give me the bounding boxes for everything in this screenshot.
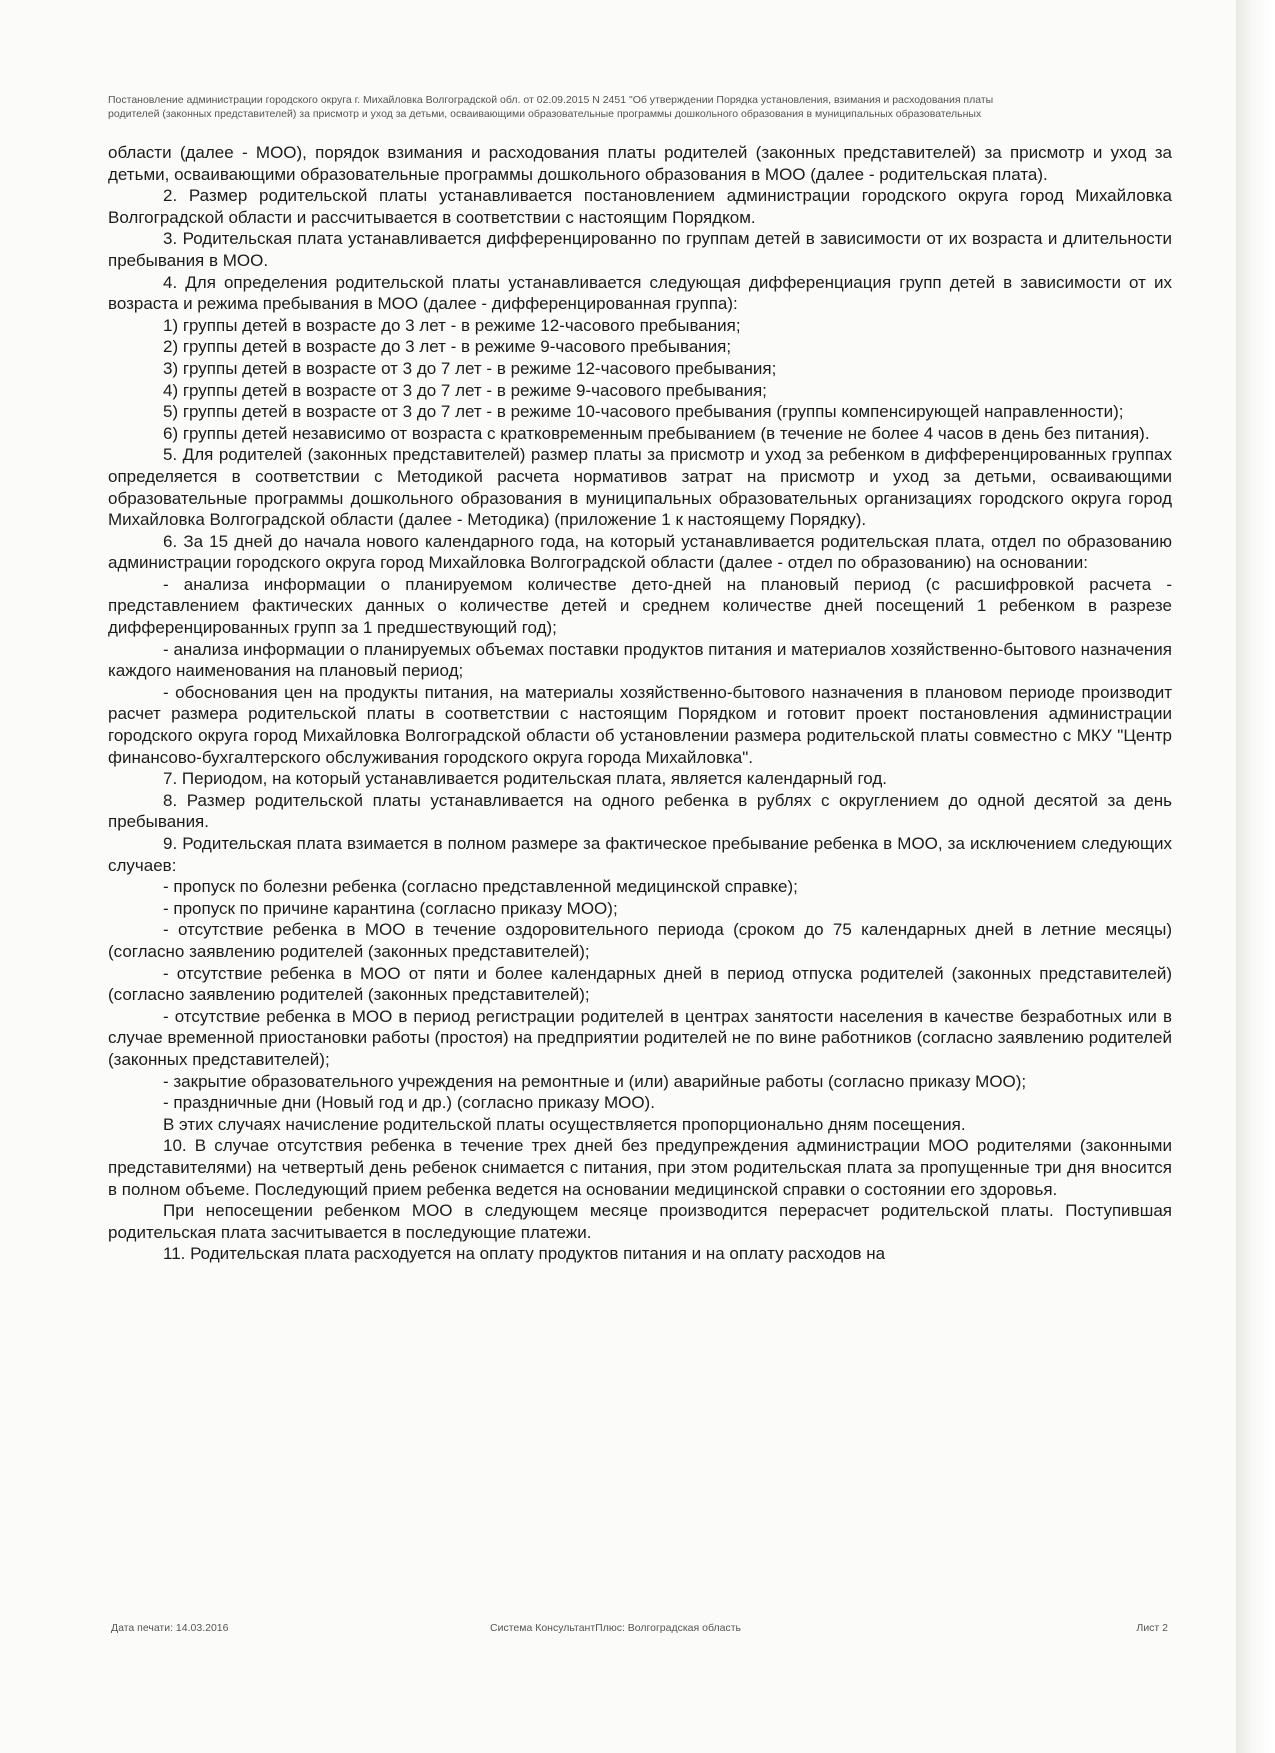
paragraph: В этих случаях начисление родительской платы осуществляется пропорционально дням посещения. (163, 1114, 966, 1134)
paragraph-3: 3. Родительская плата устанавливается дифференцированно по группам детей в зависимости от их возраста и длительности пребывания в МОО. (108, 229, 1172, 270)
paragraph-2: 2. Размер родительской платы устанавливается постановлением администрации городского округа город Михайловка Волгоградской области и рассчитывается в соответствии с настоящим Порядком. (108, 186, 1172, 227)
list-item: 4) группы детей в возрасте от 3 до 7 лет - в режиме 9-часового пребывания; (163, 380, 767, 400)
print-date: Дата печати: 14.03.2016 (111, 1622, 229, 1634)
list-item: - пропуск по причине карантина (согласно приказу МОО); (163, 898, 618, 918)
list-item: 5) группы детей в возрасте от 3 до 7 лет - в режиме 10-часового пребывания (группы компенсирующей направленности); (163, 402, 1124, 422)
system-name: Система КонсультантПлюс: Волгоградская область (490, 1622, 741, 1634)
document-body (108, 142, 1172, 1265)
list-item: - отсутствие ребенка в МОО от пяти и более календарных дней в период отпуска родителей (законных представителей) (согласно заявлению родителей (законных представителей); (108, 963, 1172, 1005)
sheet-number: Лист 2 (1136, 1622, 1168, 1634)
list-item: 3) группы детей в возрасте от 3 до 7 лет - в режиме 12-часового пребывания; (163, 358, 777, 378)
document-header (108, 93, 1168, 121)
list-item: - отсутствие ребенка в МОО в течение оздоровительного периода (сроком до 75 календарных дней в летние месяцы) (согласно заявлению родителей (законных представителей); (108, 920, 1172, 961)
paragraph-11: 11. Родительская плата расходуется на оплату продуктов питания и на оплату расходов на (163, 1244, 886, 1264)
list-item: 6) группы детей независимо от возраста с кратковременным пребыванием (в течение не более 4 часов в день без питания). (163, 423, 1150, 443)
page-edge-shadow (1236, 0, 1275, 1753)
paragraph-5: 5. Для родителей (законных представителей) размер платы за присмотр и уход за ребенком в дифференцированных группах определяется в соответствии с Методикой расчета нормативов затрат на присмотр и уход за детьми, осваивающими образовательные программы дошкольного образования в муниципальных образовательных организациях городского округа город Михайловка Волгоградской области (далее - Методика) (приложение 1 к настоящему Порядку). (108, 445, 1172, 530)
paragraph: При непосещении ребенком МОО в следующем месяце производится перерасчет родительской платы. Поступившая родительская плата засчитывается в последующие платежи. (108, 1201, 1172, 1242)
list-item: - праздничные дни (Новый год и др.) (согласно приказу МОО). (163, 1093, 655, 1113)
paragraph-7: 7. Периодом, на который устанавливается родительская плата, является календарный год. (163, 769, 888, 789)
list-item: - пропуск по болезни ребенка (согласно представленной медицинской справке); (163, 877, 798, 897)
paragraph-9: 9. Родительская плата взимается в полном размере за фактическое пребывание ребенка в МОО, за исключением следующих случаев: (108, 834, 1172, 875)
paragraph-10: 10. В случае отсутствия ребенка в течение трех дней без предупреждения администрации МОО родителями (законными представителями) на четвертый день ребенок снимается с питания, при этом родительская плата за пропущенные три дня вносится в полном объеме. Последующий прием ребенка ведется на основании медицинской справки о состоянии его здоровья. (108, 1136, 1172, 1199)
list-item: - отсутствие ребенка в МОО в период регистрации родителей в центрах занятости населения в качестве безработных или в случае временной приостановки работы (простоя) на предприятии родителей не по вине работников (согласно заявлению родителей (законных представителей); (108, 1006, 1172, 1069)
list-item: - закрытие образовательного учреждения на ремонтные и (или) аварийные работы (согласно приказу МОО); (163, 1071, 1027, 1091)
paragraph: области (далее - МОО), порядок взимания и расходования платы родителей (законных представителей) за присмотр и уход за детьми, осваивающими образовательные программы дошкольного образования в МОО (далее - родительская плата). (108, 143, 1172, 184)
header-line-1: Постановление администрации городского округа г. Михайловка Волгоградской обл. от 02.09.2015 N 2451 "Об утверждении Порядка установления, взимания и расходования платы (108, 94, 994, 106)
paragraph-6: 6. За 15 дней до начала нового календарного года, на который устанавливается родительская плата, отдел по образованию администрации городского округа город Михайловка Волгоградской области (далее - отдел по образованию) на основании: (108, 531, 1172, 573)
list-item: 2) группы детей в возрасте до 3 лет - в режиме 9-часового пребывания; (163, 337, 732, 357)
list-item: - анализа информации о планируемых объемах поставки продуктов питания и материалов хозяйственно-бытового назначения каждого наименования на плановый период; (108, 639, 1172, 681)
list-item: - обоснования цен на продукты питания, на материалы хозяйственно-бытового назначения в плановом периоде производит расчет размера родительской платы в соответствии с настоящим Порядком и готовит проект постановления администрации городского округа город Михайловка Волгоградской области об установлении размера родительской платы совместно с МКУ "Центр финансово-бухгалтерского обслуживания городского округа города Михайловка". (108, 682, 1172, 767)
paragraph-4: 4. Для определения родительской платы устанавливается следующая дифференциация групп детей в зависимости от их возраста и режима пребывания в МОО (далее - дифференцированная группа): (108, 272, 1172, 314)
paragraph-8: 8. Размер родительской платы устанавливается на одного ребенка в рублях с округлением до одной десятой за день пребывания. (108, 790, 1172, 832)
header-line-2: родителей (законных представителей) за присмотр и уход за детьми, осваивающими образовательные программы дошкольного образования в муниципальных образовательных (108, 108, 982, 120)
list-item: 1) группы детей в возрасте до 3 лет - в режиме 12-часового пребывания; (163, 315, 741, 335)
list-item: - анализа информации о планируемом количестве дето-дней на плановый период (с расшифровкой расчета - представлением фактических данных о количестве детей и среднем количестве дней посещений 1 ребенком в разрезе дифференцированных групп за 1 предшествующий год); (108, 574, 1172, 638)
